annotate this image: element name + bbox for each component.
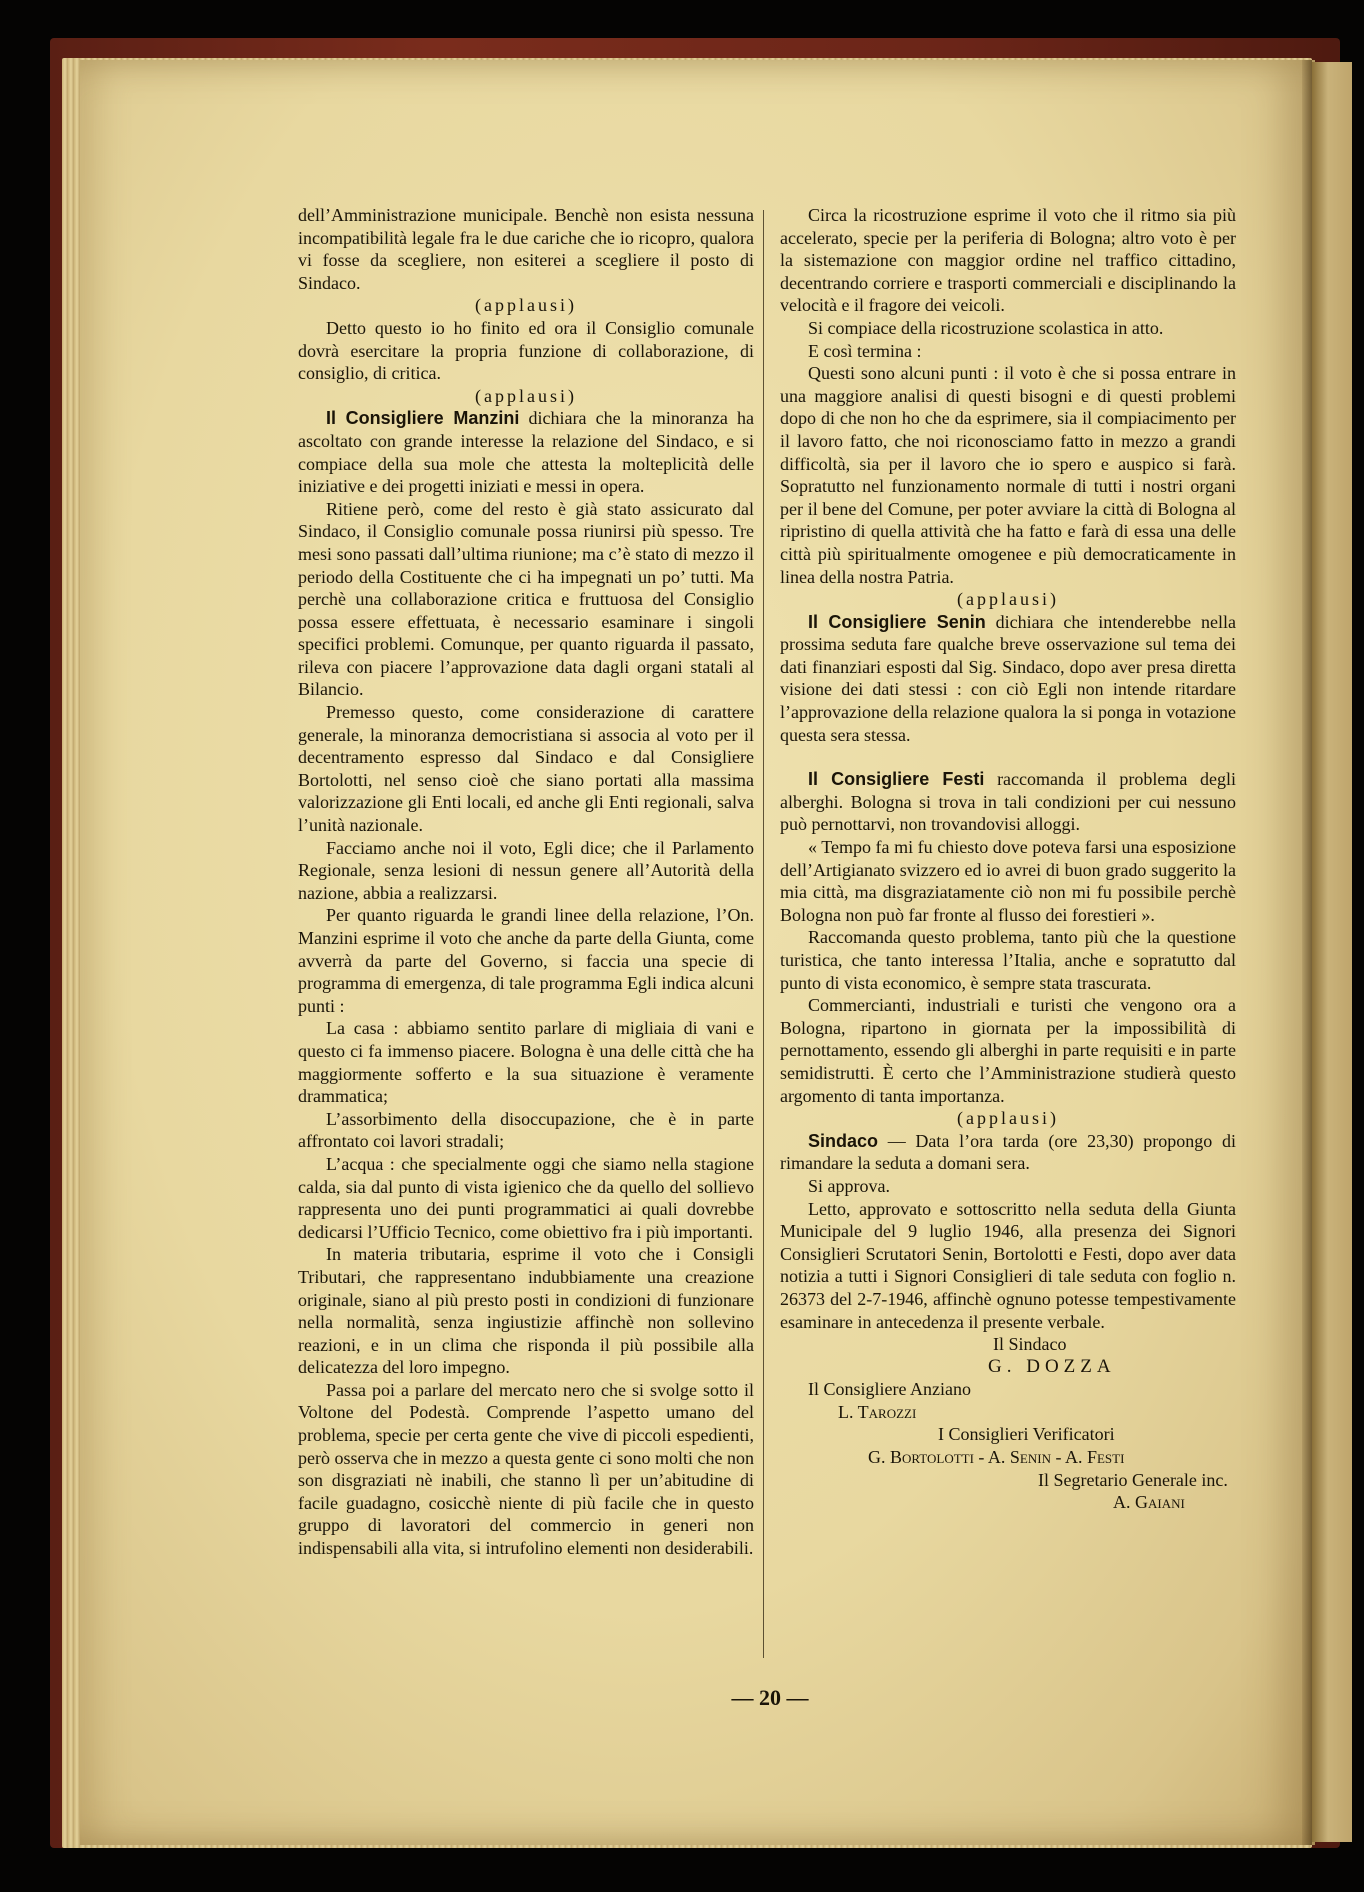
applause-note: (applausi) — [475, 295, 577, 316]
paragraph — [780, 1130, 1236, 1175]
verifiers-names: G. Bortolotti - A. Senin - A. Festi — [868, 1447, 1125, 1468]
paragraph: Questi sono alcuni punti : il voto è che si possa entrare in una maggiore analisi di questi bisogni e di questi problemi dopo di che non ho che da esprimere, sia il compiacimento per il lavoro fatto, che noi riconosciamo fatto in mezzo a grandi difficoltà, sia per il lavoro che io spero e auspico si farà. Sopratutto nel funzionamento normale di tutti i nostri organi per il bene del Comune, per poter avviare la città di Bologna al ripristino di quella attività che ha fatto e farà di essa una delle città più spiritualmente omogenee e più democraticamente in linea della nostra Patria. — [780, 363, 1236, 587]
paragraph: Si approva. — [808, 1175, 890, 1196]
elder-name: L. Tarozzi — [838, 1401, 917, 1422]
paragraph — [780, 768, 1236, 836]
applause-note: (applausi) — [957, 589, 1059, 610]
paragraph: Si compiace della ricostruzione scolastica in atto. — [808, 317, 1164, 338]
paragraph: L’acqua : che specialmente oggi che siamo nella stagione calda, sia dal punto di vista igienico che da quello del sollievo rappresenta uno dei punti programmatici ai quali dovrebbe dedicarsi l’Ufficio Tecnico, come obiettivo fra i più importanti. — [298, 1153, 754, 1242]
paragraph: La casa : abbiamo sentito parlare di migliaia di vani e questo ci fa immenso piacere. Bologna è una delle città che ha maggiormente sofferto e la sua situazione è veramente drammatica; — [298, 1018, 754, 1107]
secretary-title: Il Segretario Generale inc. — [1038, 1469, 1228, 1490]
applause-note: (applausi) — [957, 1108, 1059, 1129]
paragraph: Facciamo anche noi il voto, Egli dice; che il Parlamento Regionale, senza lesioni di nessun genere all’Autorità della nazione, abbia a realizzarsi. — [298, 837, 754, 903]
paragraph — [298, 407, 754, 497]
page-gutter-shadow — [1302, 60, 1312, 1845]
paragraph: Letto, approvato e sottoscritto nella seduta della Giunta Municipale del 9 luglio 1946, alla presenza dei Signori Consiglieri Scrutatori Senin, Bortolotti e Festi, dopo aver data notizia a tutti i Signori Consiglieri di tale seduta con foglio n. 26373 del 2-7-1946, affinchè ognuno potesse tempestivamente esaminare in antecedenza il presente verbale. — [780, 1198, 1236, 1332]
elder-title: Il Consigliere Anziano — [808, 1379, 971, 1400]
paragraph: Premesso questo, come considerazione di carattere generale, la minoranza democristiana si associa al voto per il decentramento espresso dal Sindaco e dal Consigliere Bortolotti, nel senso cioè che siano portati alla massima valorizzazione gli Enti locali, ed anche gli Enti regionali, salva l’unità nazionale. — [298, 702, 754, 836]
mayor-title: Il Sindaco — [993, 1334, 1067, 1355]
paragraph: « Tempo fa mi fu chiesto dove poteva farsi una esposizione dell’Artigianato svizzero ed io avrei di buon grado suggerito la mia città, ma disgraziatamente ciò non mi fu possibile perchè Bologna non può far fronte al flusso dei forestieri ». — [780, 837, 1236, 925]
column-divider — [763, 210, 764, 1658]
speaker-name: Il Consigliere Festi — [808, 769, 985, 790]
secretary-name: A. Gaiani — [1113, 1492, 1185, 1513]
signature-block — [780, 1333, 1236, 1514]
page-number: — 20 — — [731, 1685, 809, 1710]
applause-note: (applausi) — [475, 385, 577, 406]
speaker-name: Il Consigliere Senin — [808, 611, 986, 632]
paragraph: L’assorbimento della disoccupazione, che è in parte affrontato coi lavori stradali; — [298, 1108, 754, 1152]
paragraph: Commercianti, industriali e turisti che vengono ora a Bologna, ripartono in giornata per la impossibilità di pernottamento, essendo gli alberghi in parte requisiti e in parte semidistrutti. È certo che l’Amministrazione studierà questo argomento di tanta importanza. — [780, 995, 1236, 1106]
paragraph-text: raccomanda il problema degli alberghi. Bologna si trova in tali condizioni per cui nessuno può pernottarvi, non trovandovisi alloggi. — [780, 769, 1236, 835]
paragraph: dell’Amministrazione municipale. Benchè non esista nessuna incompatibilità legale fra le due cariche che io ricopro, qualora vi fosse da scegliere, non esiterei a scegliere il posto di Sindaco. — [298, 205, 754, 293]
paragraph: Raccomanda questo problema, tanto più che la questione turistica, che tanto interessa l’Italia, anche e sopratutto dal punto di vista economico, è sempre stata trascurata. — [780, 927, 1236, 993]
speaker-name: Il Consigliere Manzini — [326, 408, 520, 429]
left-text-column — [298, 204, 754, 1560]
next-page-edge — [1312, 62, 1352, 1842]
verifiers-title: I Consiglieri Verificatori — [938, 1424, 1115, 1445]
right-text-column — [780, 204, 1236, 1514]
paragraph: Passa poi a parlare del mercato nero che si svolge sotto il Voltone del Podestà. Comprende l’aspetto umano del problema, specie per certa gente che vive di piccoli espedienti, però osserva che in mezzo a questa gente ci sono molti che non son disgraziati nè inabili, che stanno lì per un’abitudine di facile guadagno, cosicchè niente di più facile che in questo gruppo di lavoratori del commercio in generi non indispensabili alla vita, si intrufolino elementi non desiderabili. — [298, 1379, 754, 1559]
speaker-name: Sindaco — [808, 1130, 879, 1151]
paragraph: Detto questo io ho finito ed ora il Consiglio comunale dovrà esercitare la propria funzione di collaborazione, di consiglio, di critica. — [298, 317, 754, 384]
paragraph: In materia tributaria, esprime il voto che i Consigli Tributari, che rappresentano indubbiamente una creazione originale, siano al più presto posti in condizioni di funzionare nella normalità, senza ingiustizie affinchè non sollevino reazioni, e in un clima che risponda il più possibile alla delicatezza del loro impegno. — [298, 1244, 754, 1378]
paragraph: Circa la ricostruzione esprime il voto che il ritmo sia più accelerato, specie per la periferia di Bologna; altro voto è per la sistemazione con maggior ordine nel traffico cittadino, decentrando corriere e trasporti commerciali e disciplinando la velocità e il fragore dei veicoli. — [780, 205, 1236, 316]
paragraph-text: dichiara che la minoranza ha ascoltato con grande interesse la relazione del Sindaco, e si compiace della sua mole che attesta la molteplicità delle iniziative e dei progetti iniziati e messi in opera. — [298, 408, 754, 497]
paragraph: E così termina : — [808, 340, 922, 361]
mayor-name: G. DOZZA — [988, 1355, 1116, 1377]
paragraph-text: dichiara che intenderebbe nella prossima seduta fare qualche breve osservazione sul tema dei dati finanziari esposti dal Sig. Sindaco, dopo aver presa diretta visione dei dati stessi : con ciò Egli non intende ritardare l’approvazione della relazione qualora la si ponga in votazione questa sera stessa. — [780, 611, 1236, 745]
paragraph: Ritiene però, come del resto è già stato assicurato dal Sindaco, il Consiglio comunale possa riunirsi più spesso. Tre mesi sono passati dall’ultima riunione; ma c’è stato di mezzo il periodo della Costituente che ci ha impegnati un po’ tutti. Ma perchè una collaborazione critica e fruttuosa del Consiglio possa essere effettuata, è necessario esaminare i singoli specifici problemi. Comunque, per quanto riguarda il passato, rileva con piacere l’approvazione data dagli organi statali al Bilancio. — [298, 498, 754, 700]
paragraph: Per quanto riguarda le grandi linee della relazione, l’On. Manzini esprime il voto che anche da parte della Giunta, come avverrà da parte del Governo, si faccia una specie di programma di emergenza, di tale programma Egli indica alcuni punti : — [298, 905, 754, 1016]
paragraph — [780, 611, 1236, 747]
paragraph-text: — Data l’ora tarda (ore 23,30) propongo di rimandare la seduta a domani sera. — [780, 1130, 1236, 1174]
paragraph-gap — [780, 746, 1236, 768]
